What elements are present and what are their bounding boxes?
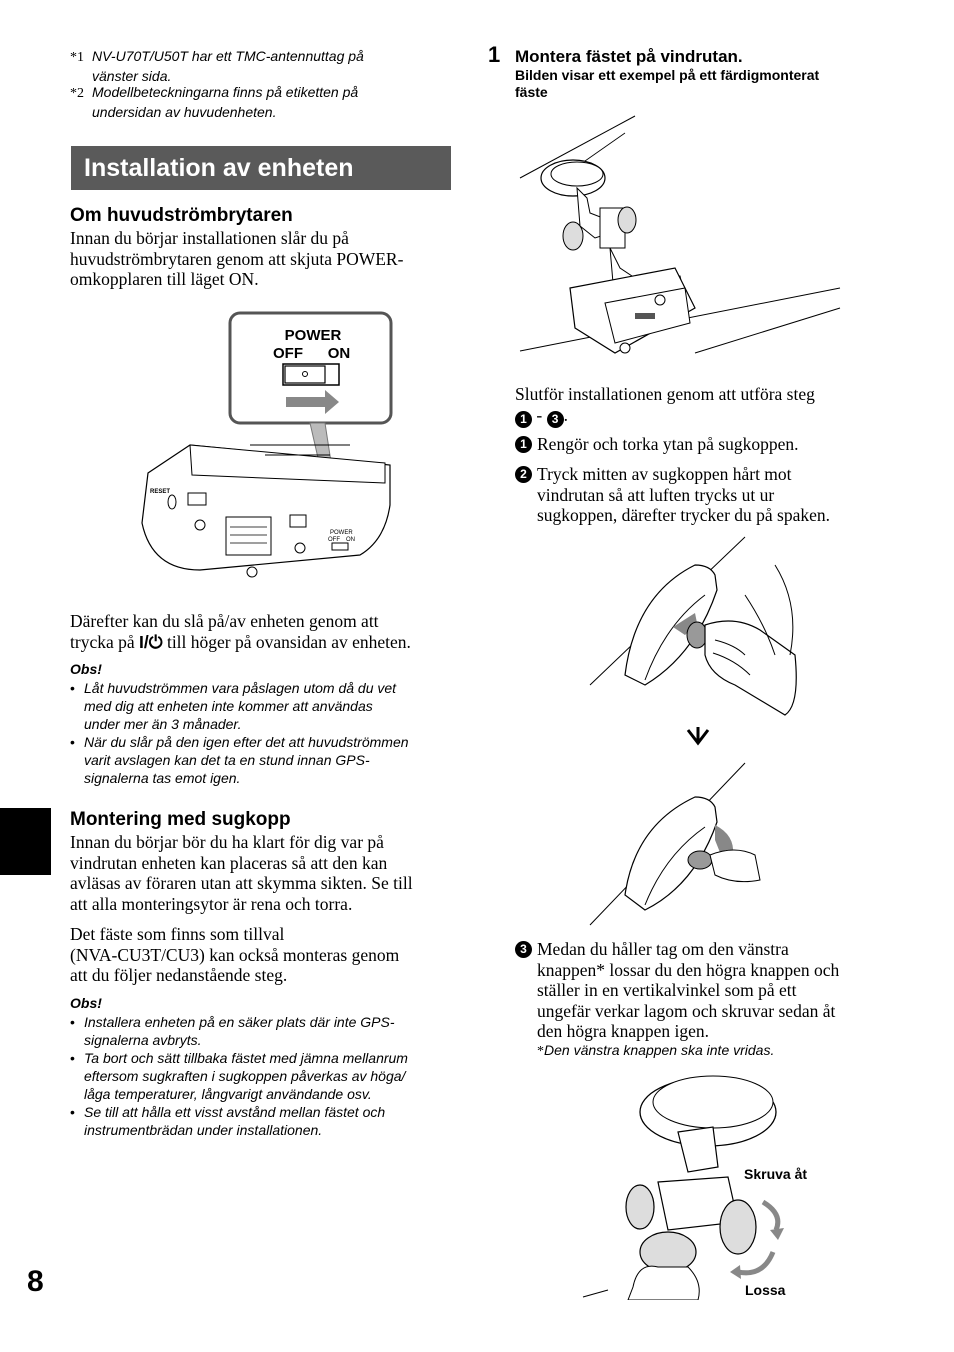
mounted-bracket-figure (515, 108, 850, 358)
substep-1 (515, 434, 915, 455)
knob-adjust-figure (578, 1072, 808, 1300)
text-line: huvudströmbrytaren genom att skjuta POWER- (70, 248, 404, 269)
obs-list-2 (70, 1013, 465, 1139)
footnote-text: Modellbeteckningarna finns på etiketten på (92, 84, 359, 100)
footnote-1 (70, 47, 450, 85)
text-line: • Låt huvudströmmen vara påslagen utom då du vet (84, 680, 397, 696)
text-line: Medan du håller tag om den vänstra (537, 939, 789, 959)
step-badge: 3 (515, 941, 532, 958)
power-toggle-text (70, 611, 470, 652)
text-line: med dig att enheten inte kommer att användas (84, 698, 373, 714)
text-line: varit avslagen kan det ta en stund innan GPS- (84, 752, 370, 768)
off-label: OFF (273, 345, 303, 362)
left-knob (563, 222, 583, 250)
main-switch-heading: Om huvudströmbrytaren (70, 205, 293, 226)
section-tab (0, 808, 51, 875)
list-item (70, 1013, 465, 1049)
lever (687, 622, 707, 648)
reset-label: RESET (150, 489, 171, 495)
text-line: den högra knappen igen. (537, 1021, 710, 1041)
text-line: avläsas av föraren utan att skymma sikten. Se till (70, 873, 413, 893)
text-line: fäste (515, 84, 548, 100)
main-switch-text (70, 228, 460, 290)
dashboard-line (695, 308, 840, 353)
text-line: Innan du börjar bör du ha klart för dig var på (70, 832, 384, 852)
step-subtitle (515, 67, 885, 101)
section-title: Installation av enheten (84, 154, 354, 182)
right-knob (618, 207, 636, 233)
obs-label: Obs! (70, 661, 102, 677)
text-line: • Installera enheten på en säker plats där inte GPS- (84, 1014, 395, 1030)
finish-text (515, 384, 915, 428)
power-symbol-icon: I/⏻ (139, 631, 163, 652)
step-number: 1 (488, 42, 501, 67)
obs-label: Obs! (70, 995, 102, 1011)
hand (710, 850, 760, 882)
lever (688, 851, 712, 869)
press-suction-figure (585, 535, 805, 935)
text-line: signalerna tas emot igen. (84, 770, 241, 786)
wrist-line (775, 565, 793, 655)
text-line: (NVA-CU3T/CU3) kan också monteras genom (70, 944, 400, 965)
list-item (70, 679, 460, 733)
text-span: till höger på ovansidan av enheten. (162, 631, 411, 652)
power-label: POWER (284, 327, 342, 344)
step3-footnote (537, 1041, 774, 1061)
suction-text-2 (70, 924, 470, 986)
footnote-text: Den vänstra knappen ska inte vridas. (544, 1042, 775, 1058)
port-card (226, 517, 271, 555)
right-knob (720, 1200, 756, 1254)
bracket-base (628, 1266, 699, 1300)
bracket-top (678, 1127, 718, 1172)
on-label: ON (327, 345, 351, 362)
footnote-text-cont: undersidan av huvudenheten. (92, 104, 277, 120)
text-span: . (563, 404, 568, 425)
text-line: vindrutan enheten kan placeras så att den kan (70, 852, 388, 873)
switch-knob (285, 366, 325, 383)
text-line: Tryck mitten av sugkoppen hårt mot (537, 464, 792, 484)
text-line: ungefär verkar lagom och skruvar sedan åt (537, 1000, 836, 1021)
port-usb (188, 493, 206, 505)
text-line: signalerna avbryts. (84, 1032, 202, 1048)
screw-icon (295, 543, 305, 553)
text-line: låga temperaturer, långvarigt användande osv. (84, 1086, 372, 1102)
text-line: instrumentbrädan under installationen. (84, 1122, 323, 1138)
cradle-connector (635, 313, 655, 319)
text-line: • Ta bort och sätt tillbaka fästet med jämna mellanrum (84, 1050, 408, 1066)
list-item (70, 1049, 465, 1103)
tighten-arrow-icon (763, 1202, 778, 1230)
step-title: Montera fästet på vindrutan. (515, 47, 743, 66)
screw-icon (247, 567, 257, 577)
small-on-label: ON (346, 537, 355, 543)
obs-list-1 (70, 679, 460, 787)
page-number: 8 (27, 1265, 44, 1298)
list-item (70, 733, 460, 787)
text-line: • När du slår på den igen efter det att huvudströmmen (84, 734, 409, 750)
text-line (515, 405, 915, 428)
text-line: ställer in en vertikalvinkel som på ett (537, 980, 797, 1000)
text-line: Därefter kan du slå på/av enheten genom att (70, 611, 379, 631)
footnote-text-cont: vänster sida. (92, 68, 172, 84)
text-line: Innan du börjar installationen slår du på (70, 228, 349, 248)
suction-cup-inner (653, 1076, 773, 1128)
list-item (70, 1103, 465, 1139)
suction-text-1 (70, 832, 470, 914)
footnote-2 (70, 83, 450, 121)
text-line: Bilden visar ett exempel på ett färdigmonterat (515, 67, 820, 83)
substep-2 (515, 464, 915, 526)
left-knob (626, 1185, 654, 1229)
text-line: • Se till att hålla ett visst avstånd mellan fästet och (84, 1104, 386, 1120)
text-line: under mer än 3 månader. (84, 716, 242, 732)
footnote-mark: *2 (70, 86, 84, 101)
small-off-label: OFF (328, 537, 340, 543)
text-line: eftersom sugkraften i sugkoppen påverkas av höga/ (84, 1068, 406, 1084)
text-line: Det fäste som finns som tillval (70, 924, 285, 944)
footnote-mark: * (537, 1044, 544, 1059)
text-line: sugkoppen, därefter trycker du på spaken. (537, 505, 831, 525)
hand (705, 621, 796, 715)
text-line: att du följer nedanstående steg. (70, 965, 288, 985)
cradle-button (655, 295, 665, 305)
base-line (583, 1290, 608, 1297)
tighten-label: Skruva åt (744, 1166, 808, 1182)
step-badge: 2 (515, 466, 532, 483)
loosen-arrow-icon (738, 1252, 773, 1273)
small-power-label: POWER (330, 530, 353, 536)
text-span: trycka på (70, 631, 139, 652)
screw-icon (195, 520, 205, 530)
text-line: Rengör och torka ytan på sugkoppen. (537, 434, 799, 454)
text-line: knappen* lossar du den högra knappen och (537, 959, 840, 980)
reset-hole (168, 495, 176, 509)
step-badge: 1 (515, 436, 532, 453)
substep-3 (515, 939, 915, 1042)
arrow-down-icon (688, 727, 708, 743)
power-switch-figure (130, 305, 400, 590)
footnote-mark: *1 (70, 50, 84, 65)
suction-cup-inner (551, 162, 603, 186)
text-line: omkopplaren till läget ON. (70, 269, 259, 289)
text-line: Slutför installationen genom att utföra steg (515, 384, 815, 404)
small-switch (332, 543, 348, 550)
section-title-bar (71, 146, 451, 190)
footnote-text: NV-U70T/U50T har ett TMC-antennuttag på (92, 48, 364, 64)
cradle-button (620, 343, 630, 353)
loosen-label: Lossa (745, 1282, 786, 1298)
text-line: att alla monteringsytor är rena och torra. (70, 893, 353, 914)
tighten-arrow-head (770, 1228, 784, 1240)
text-line (70, 632, 470, 653)
suction-heading: Montering med sugkopp (70, 809, 291, 830)
text-span: - (536, 404, 543, 425)
loosen-arrow-head (730, 1265, 741, 1279)
step-badge-3: 3 (547, 411, 564, 428)
port-dc (290, 515, 306, 527)
step-badge-1: 1 (515, 411, 532, 428)
text-line: vindrutan så att luften trycks ut ur (537, 484, 775, 505)
